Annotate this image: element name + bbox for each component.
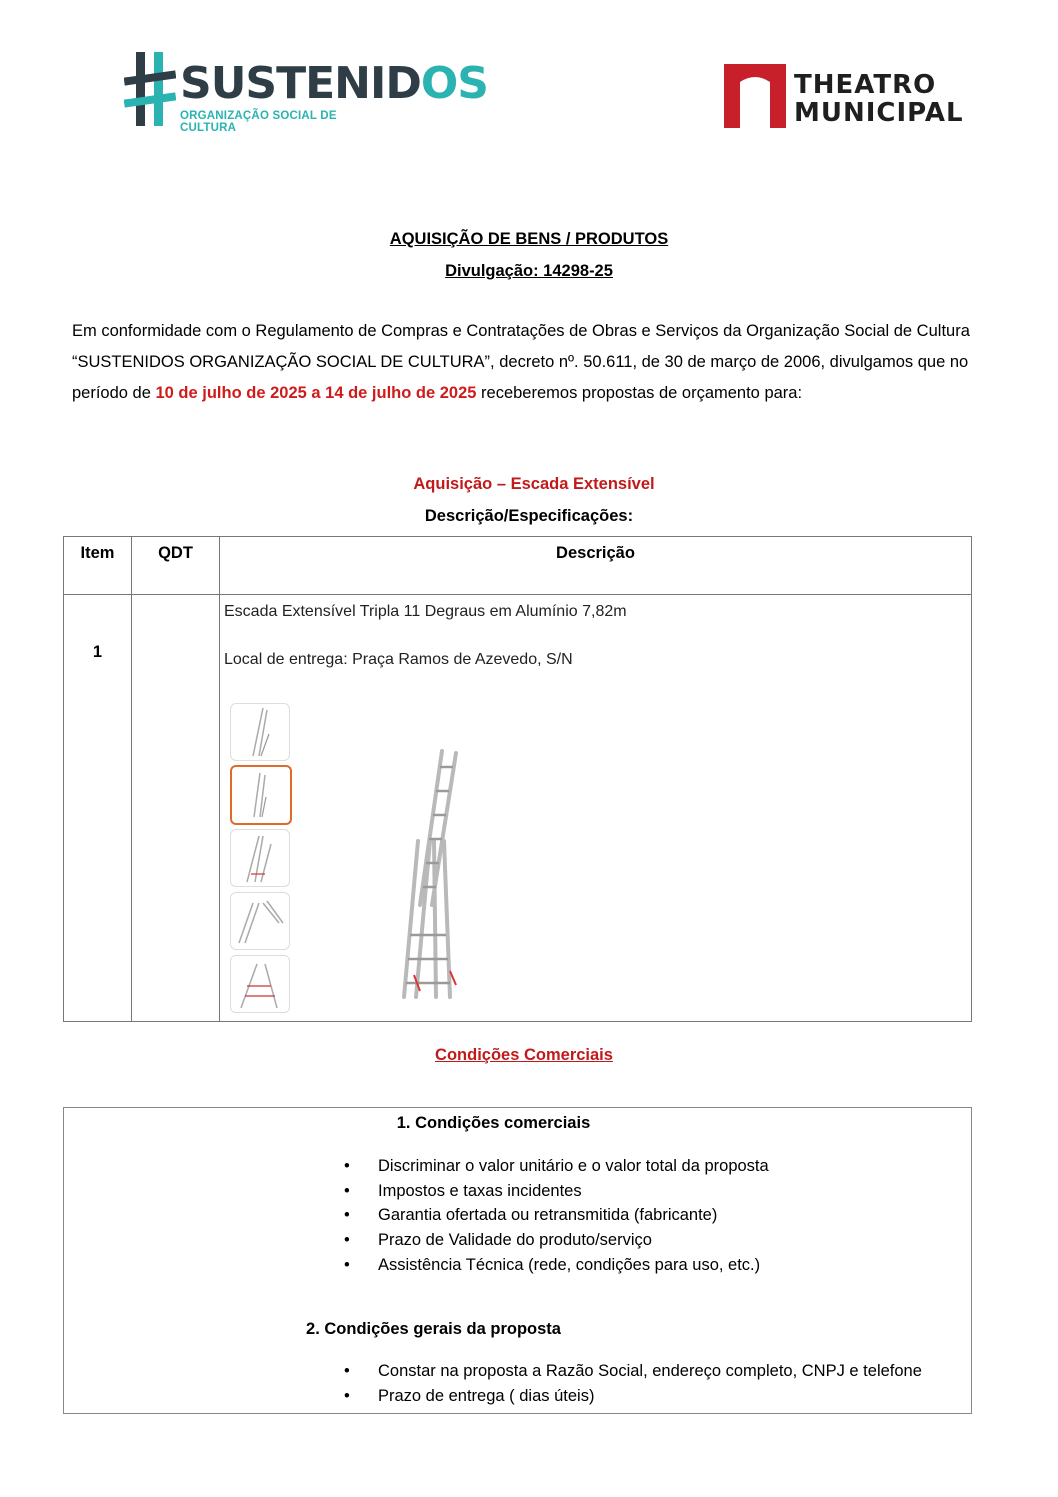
cell-desc xyxy=(220,595,972,1022)
section2-title: 2. Condições gerais da proposta xyxy=(306,1320,561,1338)
ladder-thumb-icon xyxy=(232,767,288,823)
ladder-thumb-icon xyxy=(231,830,289,886)
divulgacao-number: Divulgação: 14298-25 xyxy=(445,262,613,280)
theatro-municipal-logo xyxy=(724,64,964,134)
intro-part1: Em conformidade com o Regulamento de Compras e Contratações de Obras e Serviços da Organização Social de Cultura “SUSTENIDOS ORGANIZAÇÃO SOCIAL DE CULTURA”, decreto nº. 50.611, de 30 de março de 2006, divulgamos que no período de xyxy=(72,322,970,402)
section1-title: 1. Condições comerciais xyxy=(396,1114,591,1132)
commercial-heading: Condições Comerciais xyxy=(435,1046,613,1064)
desc-line1: Escada Extensível Tripla 11 Degraus em Alumínio 7,82m xyxy=(224,603,627,620)
section2-list xyxy=(344,1359,922,1408)
table-header-row xyxy=(64,537,972,595)
page-title: AQUISIÇÃO DE BENS / PRODUTOS xyxy=(389,230,669,248)
list-item: • Discriminar o valor unitário e o valor total da proposta xyxy=(344,1154,769,1179)
desc-line2: Local de entrega: Praça Ramos de Azevedo, S/N xyxy=(224,651,573,668)
sustenidos-wordmark: SUSTENIDOS xyxy=(180,58,488,109)
list-item: • Prazo de entrega ( dias úteis) xyxy=(344,1384,922,1409)
section1-list xyxy=(344,1154,769,1278)
ladder-thumb-icon xyxy=(231,956,289,1012)
list-item: • Constar na proposta a Razão Social, endereço completo, CNPJ e telefone xyxy=(344,1359,922,1384)
conditions-box xyxy=(63,1107,972,1414)
hash-icon xyxy=(124,50,176,128)
ladder-image xyxy=(380,745,470,1007)
list-item: • Garantia ofertada ou retransmitida (fabricante) xyxy=(344,1203,769,1228)
list-item: • Assistência Técnica (rede, condições para uso, etc.) xyxy=(344,1253,769,1278)
theatro-line1: THEATRO xyxy=(794,70,937,100)
thumbnail-3 xyxy=(230,829,290,887)
header-item: Item xyxy=(64,537,132,595)
header-desc: Descrição xyxy=(220,537,972,595)
ladder-thumb-icon xyxy=(231,704,289,760)
spec-heading: Descrição/Especificações: xyxy=(424,507,634,525)
thumbnail-5 xyxy=(230,955,290,1013)
sustenidos-logo xyxy=(124,50,488,134)
header-qty: QDT xyxy=(132,537,220,595)
theatro-line2: MUNICIPAL xyxy=(794,98,964,128)
sustenidos-tagline: ORGANIZAÇÃO SOCIAL DE CULTURA xyxy=(180,110,337,134)
table-row xyxy=(64,595,972,1022)
intro-period: 10 de julho de 2025 a 14 de julho de 2025 xyxy=(155,384,477,402)
acquisition-heading: Aquisição – Escada Extensível xyxy=(413,475,655,493)
intro-paragraph xyxy=(72,316,982,409)
cell-item: 1 xyxy=(64,595,132,1022)
thumbnail-2-selected xyxy=(230,765,292,825)
cell-qty xyxy=(132,595,220,1022)
theatro-arch-icon xyxy=(724,64,786,128)
items-table xyxy=(63,536,972,1022)
list-item: • Prazo de Validade do produto/serviço xyxy=(344,1228,769,1253)
thumbnail-4 xyxy=(230,892,290,950)
list-item: • Impostos e taxas incidentes xyxy=(344,1179,769,1204)
intro-part2: receberemos propostas de orçamento para: xyxy=(476,384,803,402)
ladder-thumb-icon xyxy=(231,893,289,949)
thumbnail-1 xyxy=(230,703,290,761)
